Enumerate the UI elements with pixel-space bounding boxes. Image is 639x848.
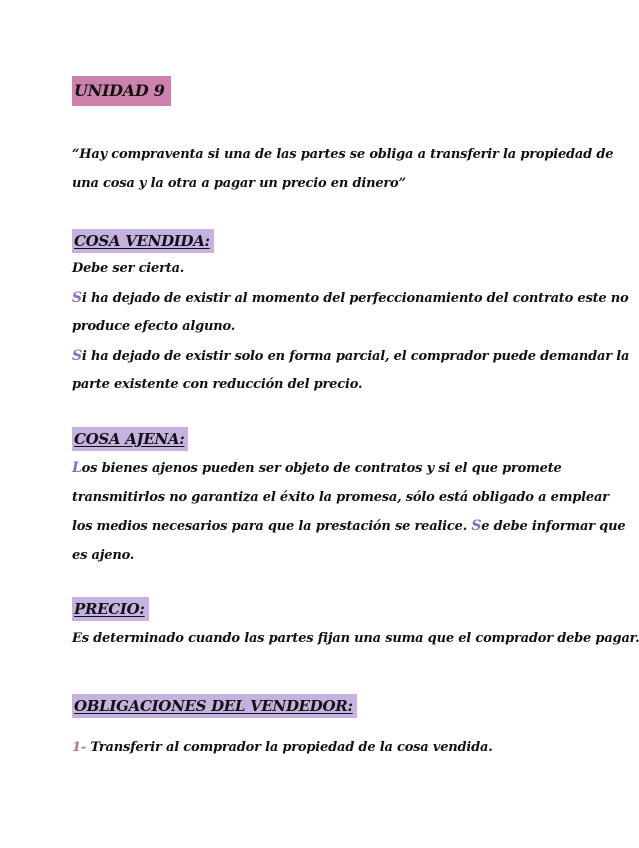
body-text: i ha dejado de existir solo en forma parcial, el comprador puede demandar la: [81, 348, 630, 364]
body-line: Debe ser cierta.: [72, 261, 185, 276]
body-line: [72, 454, 562, 484]
body-text: i ha dejado de existir al momento del perfeccionamiento del contrato este no: [81, 290, 629, 306]
precio-body: [72, 625, 639, 654]
intro-line: una cosa y la otra a pagar un precio en dinero”: [72, 175, 406, 191]
body-line: transmitirlos no garantiza el éxito la promesa, sólo está obligado a emplear: [72, 489, 609, 505]
body-line: [72, 342, 630, 372]
unit-heading-block: [72, 76, 542, 106]
section-heading-cosa-vendida: COSA VENDIDA:: [72, 229, 214, 253]
body-text: os bienes ajenos pueden ser objeto de contratos y si el que promete: [81, 461, 562, 476]
body-line: es ajeno.: [72, 547, 135, 563]
section-precio: [72, 597, 542, 621]
body-line: [72, 284, 629, 314]
body-line: [72, 512, 626, 542]
initial-letter: S: [72, 347, 82, 364]
cosa-vendida-body: [72, 255, 630, 400]
section-obligaciones: [72, 694, 542, 718]
body-line: Es determinado cuando las partes fijan una suma que el comprador debe pagar.: [72, 631, 639, 646]
unit-title: UNIDAD 9: [72, 76, 171, 106]
list-item-text: Transferir al comprador la propiedad de la cosa vendida.: [86, 740, 493, 755]
list-item: [72, 734, 552, 763]
section-cosa-vendida: [72, 229, 542, 253]
body-line: produce efecto alguno.: [72, 319, 236, 334]
body-text: e debe informar que: [481, 519, 626, 534]
cosa-ajena-body: [72, 454, 626, 570]
intro-quote: [72, 141, 614, 198]
section-heading-cosa-ajena: COSA AJENA:: [72, 427, 188, 451]
body-text: los medios necesarios para que la prestación se realice.: [72, 519, 472, 534]
obligaciones-body: [72, 734, 552, 763]
section-heading-obligaciones: OBLIGACIONES DEL VENDEDOR:: [72, 694, 357, 718]
initial-letter: S: [72, 289, 82, 306]
body-line: parte existente con reducción del precio.: [72, 377, 363, 392]
intro-line: “Hay compraventa si una de las partes se obliga a transferir la propiedad de: [72, 147, 614, 162]
initial-letter: L: [72, 460, 82, 476]
list-number: 1-: [72, 740, 87, 755]
section-cosa-ajena: [72, 427, 542, 451]
section-heading-precio: PRECIO:: [72, 597, 149, 621]
initial-letter: S: [471, 518, 482, 534]
